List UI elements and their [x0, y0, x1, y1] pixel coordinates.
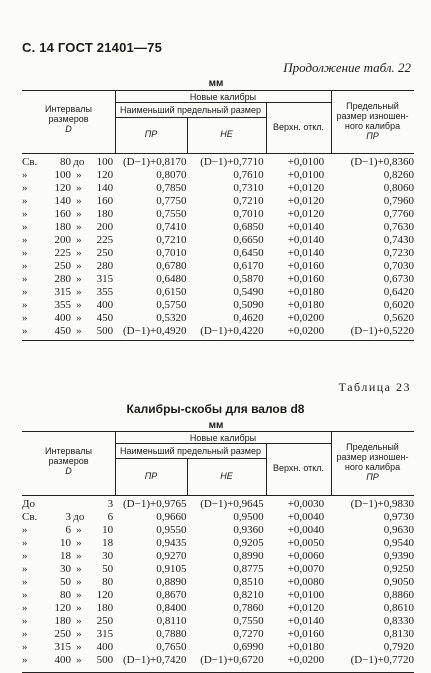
pr-cell: 0,9270	[156, 550, 187, 562]
pr-cell: 0,9550	[156, 524, 187, 536]
prefix-cell: »	[22, 524, 28, 536]
prefix-cell: »	[22, 576, 28, 588]
ne-cell: 0,9205	[233, 537, 264, 549]
range-from-cell: 355	[54, 299, 71, 311]
upper-dev-cell: +0,0100	[287, 589, 325, 601]
table-row	[22, 498, 414, 511]
range-to-cell: 6	[107, 511, 114, 523]
upper-dev-cell: +0,0040	[287, 524, 325, 536]
worn-limit-cell: 0,8130	[383, 628, 414, 640]
ne-cell: 0,8775	[233, 563, 264, 575]
range-from-cell: 50	[59, 576, 71, 588]
upper-dev-cell: +0,0160	[287, 273, 325, 285]
range-to-cell: 315	[96, 273, 114, 285]
ne-cell: 0,7550	[233, 615, 264, 627]
ne-cell: 0,8510	[233, 576, 264, 588]
range-sep-cell: до	[73, 156, 85, 168]
table-row	[22, 602, 414, 615]
worn-limit-cell: 0,9390	[383, 550, 414, 562]
range-sep-cell: »	[76, 247, 82, 259]
table-row	[22, 286, 414, 299]
table-row	[22, 589, 414, 602]
range-sep-cell: »	[76, 195, 82, 207]
range-sep-cell: »	[76, 576, 82, 588]
ne-cell: (D−1)+0,9645	[200, 498, 264, 510]
pr-cell: 0,5750	[156, 299, 187, 311]
ne-cell: 0,6990	[233, 641, 264, 653]
upper-dev-cell: +0,0120	[287, 602, 325, 614]
pr-cell: 0,8670	[156, 589, 187, 601]
min-limit-header: Наименьший предельный размер	[120, 105, 261, 115]
table-row	[22, 156, 414, 169]
pr-cell: 0,7850	[156, 182, 187, 194]
prefix-cell: »	[22, 221, 28, 233]
intervals-header-2: Интервалы размеров D	[45, 446, 92, 476]
table-row	[22, 195, 414, 208]
range-to-cell: 140	[96, 182, 114, 194]
range-sep-cell: »	[76, 286, 82, 298]
ne-cell: 0,7610	[233, 169, 264, 181]
prefix-cell: »	[22, 654, 28, 666]
range-from-cell: 80	[59, 156, 71, 168]
pr-cell: 0,6480	[156, 273, 187, 285]
pr-cell: 0,5320	[156, 312, 187, 324]
range-sep-cell: »	[76, 602, 82, 614]
worn-limit-cell: 0,7920	[383, 641, 414, 653]
range-from-cell: 120	[54, 602, 71, 614]
pr-cell: 0,9660	[156, 511, 187, 523]
pr-cell: 0,9435	[156, 537, 187, 549]
unit-label: мм	[208, 78, 224, 89]
range-from-cell: 400	[54, 654, 71, 666]
upper-dev-cell: +0,0200	[287, 654, 325, 666]
worn-limit-cell: (D−1)+0,7720	[350, 654, 414, 666]
range-to-cell: 450	[96, 312, 114, 324]
pr-cell: 0,7880	[156, 628, 187, 640]
range-to-cell: 160	[96, 195, 114, 207]
worn-limit-cell: (D−1)+0,8360	[350, 156, 414, 168]
min-limit-header-2: Наименьший предельный размер	[120, 446, 261, 456]
range-to-cell: 500	[96, 654, 114, 666]
range-from-cell: 180	[54, 221, 71, 233]
table-row	[22, 654, 414, 667]
worn-limit-cell: 0,8860	[383, 589, 414, 601]
table-row	[22, 576, 414, 589]
upper-dev-cell: +0,0200	[287, 325, 325, 337]
range-from-cell: 315	[54, 641, 71, 653]
ne-header-2: НЕ	[220, 471, 233, 481]
prefix-cell: »	[22, 182, 28, 194]
table-row	[22, 325, 414, 338]
ne-cell: 0,7270	[233, 628, 264, 640]
intervals-header: Интервалы размеров D	[45, 104, 92, 134]
prefix-cell: »	[22, 273, 28, 285]
prefix-cell: »	[22, 615, 28, 627]
worn-limit-cell: 0,7630	[383, 221, 414, 233]
range-sep-cell: »	[76, 641, 82, 653]
range-to-cell: 225	[96, 234, 114, 246]
range-sep-cell: »	[76, 182, 82, 194]
range-sep-cell: »	[76, 550, 82, 562]
prefix-cell: »	[22, 195, 28, 207]
upper-dev-cell: +0,0180	[287, 286, 325, 298]
prefix-cell: Св.	[22, 156, 38, 168]
pr-cell: (D−1)+0,4920	[123, 325, 187, 337]
prefix-cell: »	[22, 286, 28, 298]
range-to-cell: 180	[96, 602, 114, 614]
range-sep-cell: »	[76, 615, 82, 627]
prefix-cell: »	[22, 641, 28, 653]
range-sep-cell: »	[76, 221, 82, 233]
range-from-cell: 315	[54, 286, 71, 298]
pr-cell: 0,7210	[156, 234, 187, 246]
pr-cell: 0,6150	[156, 286, 187, 298]
range-sep-cell: »	[76, 524, 82, 536]
range-to-cell: 100	[96, 156, 114, 168]
ne-cell: 0,9500	[233, 511, 264, 523]
range-from-cell: 10	[59, 537, 71, 549]
range-sep-cell: »	[76, 628, 82, 640]
range-from-cell: 400	[54, 312, 71, 324]
worn-limit-cell: 0,9050	[383, 576, 414, 588]
range-to-cell: 120	[96, 169, 114, 181]
range-from-cell: 250	[54, 628, 71, 640]
ne-cell: 0,6450	[233, 247, 264, 259]
prefix-cell: »	[22, 234, 28, 246]
table-row	[22, 641, 414, 654]
prefix-cell: »	[22, 563, 28, 575]
worn-limit-cell: 0,5620	[383, 312, 414, 324]
prefix-cell: »	[22, 537, 28, 549]
range-from-cell: 180	[54, 615, 71, 627]
worn-limit-cell: 0,7960	[383, 195, 414, 207]
ne-cell: 0,7210	[233, 195, 264, 207]
table1-body	[22, 156, 414, 338]
new-gauges-header: Новые калибры	[189, 92, 257, 102]
table1-bottom-rule	[22, 340, 414, 341]
upper-dev-cell: +0,0100	[287, 169, 325, 181]
upper-dev-cell: +0,0120	[287, 195, 325, 207]
upper-dev-cell: +0,0100	[287, 156, 325, 168]
worn-limit-cell: 0,9730	[383, 511, 414, 523]
pr-cell: 0,8070	[156, 169, 187, 181]
table-row	[22, 247, 414, 260]
new-gauges-header-2: Новые калибры	[189, 433, 257, 443]
range-to-cell: 250	[96, 247, 114, 259]
upper-dev-cell: +0,0140	[287, 247, 325, 259]
range-from-cell: 100	[54, 169, 71, 181]
upper-dev-cell: +0,0030	[287, 498, 325, 510]
range-from-cell: 280	[54, 273, 71, 285]
worn-limit-cell: (D−1)+0,9830	[350, 498, 414, 510]
upper-dev-cell: +0,0140	[287, 234, 325, 246]
range-from-cell	[44, 498, 71, 511]
upper-dev-cell: +0,0070	[287, 563, 325, 575]
range-sep-cell: »	[76, 589, 82, 601]
pr-header: ПР	[144, 129, 158, 139]
worn-limit-cell: 0,6020	[383, 299, 414, 311]
worn-limit-cell: 0,9250	[383, 563, 414, 575]
prefix-cell: »	[22, 589, 28, 601]
ne-cell: 0,7010	[233, 208, 264, 220]
table23-label: Таблица 23	[338, 380, 411, 394]
pr-cell: 0,8400	[156, 602, 187, 614]
range-from-cell: 18	[59, 550, 71, 562]
upper-dev-cell: +0,0080	[287, 576, 325, 588]
worn-limit-cell: 0,8330	[383, 615, 414, 627]
worn-limit-cell: 0,9630	[383, 524, 414, 536]
range-to-cell: 400	[96, 299, 114, 311]
table-row	[22, 169, 414, 182]
range-from-cell: 80	[59, 589, 71, 601]
worn-limit-cell: 0,8610	[383, 602, 414, 614]
prefix-cell: »	[22, 312, 28, 324]
range-sep-cell: »	[76, 273, 82, 285]
worn-limit-cell: 0,7230	[383, 247, 414, 259]
pr-cell: 0,7010	[156, 247, 187, 259]
table-row	[22, 628, 414, 641]
pr-cell: 0,8110	[156, 615, 187, 627]
range-to-cell: 315	[96, 628, 114, 640]
table-row	[22, 221, 414, 234]
table2-body	[22, 498, 414, 667]
range-to-cell: 50	[102, 563, 114, 575]
upper-dev-cell: +0,0200	[287, 312, 325, 324]
upper-dev-cell: +0,0120	[287, 182, 325, 194]
range-from-cell: 120	[54, 182, 71, 194]
range-to-cell: 180	[96, 208, 114, 220]
range-sep-cell: »	[76, 312, 82, 324]
continuation-label: Продолжение табл. 22	[283, 60, 411, 75]
table-row	[22, 511, 414, 524]
upper-dev-cell: +0,0140	[287, 221, 325, 233]
worn-limit-cell: (D−1)+0,5220	[350, 325, 414, 337]
range-sep-cell	[71, 498, 87, 511]
ne-cell: 0,5090	[233, 299, 264, 311]
range-to-cell: 120	[96, 589, 114, 601]
table-row	[22, 312, 414, 325]
worn-limit-cell: 0,7430	[383, 234, 414, 246]
ne-header: НЕ	[220, 129, 233, 139]
table-row	[22, 563, 414, 576]
upper-dev-cell: +0,0160	[287, 628, 325, 640]
upper-dev-cell: +0,0160	[287, 260, 325, 272]
ne-cell: 0,6170	[233, 260, 264, 272]
worn-limit-cell: 0,6420	[383, 286, 414, 298]
table-row	[22, 234, 414, 247]
range-sep-cell: »	[76, 234, 82, 246]
range-sep-cell: »	[76, 537, 82, 549]
prefix-cell: »	[22, 208, 28, 220]
prefix-cell: Св.	[22, 511, 38, 523]
pr-cell: 0,7410	[156, 221, 187, 233]
range-sep-cell: »	[76, 563, 82, 575]
range-to-cell: 200	[96, 221, 114, 233]
pr-header-2: ПР	[144, 471, 158, 481]
upper-dev-cell: +0,0050	[287, 537, 325, 549]
worn-limit-cell: 0,7030	[383, 260, 414, 272]
ne-cell: 0,8210	[233, 589, 264, 601]
pr-cell: 0,7650	[156, 641, 187, 653]
range-to-cell: 18	[102, 537, 114, 549]
worn-limit-cell: 0,7760	[383, 208, 414, 220]
range-sep-cell: »	[76, 260, 82, 272]
table-row	[22, 260, 414, 273]
prefix-cell: До	[22, 498, 36, 510]
table-row	[22, 524, 414, 537]
range-to-cell: 80	[102, 576, 114, 588]
worn-limit-cell: 0,9540	[383, 537, 414, 549]
ne-cell: 0,6850	[233, 221, 264, 233]
range-to-cell: 30	[102, 550, 114, 562]
page-header: С. 14 ГОСТ 21401—75	[22, 40, 163, 55]
range-from-cell: 450	[54, 325, 71, 337]
range-to-cell: 280	[96, 260, 114, 272]
worn-limit-cell: 0,8060	[383, 182, 414, 194]
prefix-cell: »	[22, 260, 28, 272]
range-from-cell: 3	[65, 511, 71, 523]
pr-cell: 0,6780	[156, 260, 187, 272]
range-from-cell: 200	[54, 234, 71, 246]
range-from-cell: 30	[59, 563, 71, 575]
range-to-cell: 10	[102, 524, 114, 536]
ne-cell: 0,9360	[233, 524, 264, 536]
pr-cell: 0,9105	[156, 563, 187, 575]
ne-cell: 0,7310	[233, 182, 264, 194]
upper-dev-header: Верхн. откл.	[272, 122, 325, 132]
range-to-cell: 355	[96, 286, 114, 298]
range-sep-cell: »	[76, 654, 82, 666]
range-sep-cell: »	[76, 299, 82, 311]
range-to-cell: 3	[107, 498, 114, 510]
table23-title: Калибры-скобы для валов d8	[126, 402, 305, 416]
ne-cell: 0,4620	[233, 312, 264, 324]
range-from-cell: 250	[54, 260, 71, 272]
table-row	[22, 550, 414, 563]
table-row	[22, 182, 414, 195]
pr-cell: 0,7550	[156, 208, 187, 220]
range-from-cell: 6	[65, 524, 71, 536]
ne-cell: 0,8990	[233, 550, 264, 562]
range-to-cell: 400	[96, 641, 114, 653]
worn-limit-cell: 0,6730	[383, 273, 414, 285]
range-sep-cell: до	[73, 511, 85, 523]
prefix-cell: »	[22, 325, 28, 337]
ne-cell: (D−1)+0,7710	[200, 156, 264, 168]
table-row	[22, 615, 414, 628]
table-row	[22, 208, 414, 221]
prefix-cell: »	[22, 602, 28, 614]
range-to-cell: 250	[96, 615, 114, 627]
table-row	[22, 299, 414, 312]
table-row	[22, 273, 414, 286]
upper-dev-cell: +0,0140	[287, 615, 325, 627]
upper-dev-header-2: Верхн. откл.	[272, 463, 325, 473]
pr-cell: (D−1)+0,7420	[123, 654, 187, 666]
prefix-cell: »	[22, 169, 28, 181]
prefix-cell: »	[22, 247, 28, 259]
prefix-cell: »	[22, 299, 28, 311]
range-sep-cell: »	[76, 208, 82, 220]
ne-cell: 0,6650	[233, 234, 264, 246]
range-sep-cell: »	[76, 169, 82, 181]
range-from-cell: 140	[54, 195, 71, 207]
pr-cell: (D−1)+0,8170	[123, 156, 187, 168]
upper-dev-cell: +0,0060	[287, 550, 325, 562]
prefix-cell: »	[22, 550, 28, 562]
upper-dev-cell: +0,0040	[287, 511, 325, 523]
ne-cell: 0,5490	[233, 286, 264, 298]
ne-cell: 0,7860	[233, 602, 264, 614]
worn-limit-cell: 0,8260	[383, 169, 414, 181]
table-row	[22, 537, 414, 550]
range-to-cell: 500	[96, 325, 114, 337]
pr-cell: (D−1)+0,9765	[123, 498, 187, 510]
ne-cell: 0,5870	[233, 273, 264, 285]
worn-limit-header: Предельный размер изношен- ного калибра ПР	[336, 101, 409, 141]
ne-cell: (D−1)+0,4220	[200, 325, 264, 337]
range-from-cell: 160	[54, 208, 71, 220]
prefix-cell: »	[22, 628, 28, 640]
upper-dev-cell: +0,0180	[287, 641, 325, 653]
upper-dev-cell: +0,0120	[287, 208, 325, 220]
range-from-cell: 225	[54, 247, 71, 259]
pr-cell: 0,7750	[156, 195, 187, 207]
pr-cell: 0,8890	[156, 576, 187, 588]
range-sep-cell: »	[76, 325, 82, 337]
ne-cell: (D−1)+0,6720	[200, 654, 264, 666]
worn-limit-header-2: Предельный размер изношен- ного калибра ПР	[336, 442, 409, 482]
unit-label-2: мм	[208, 420, 224, 431]
upper-dev-cell: +0,0180	[287, 299, 325, 311]
